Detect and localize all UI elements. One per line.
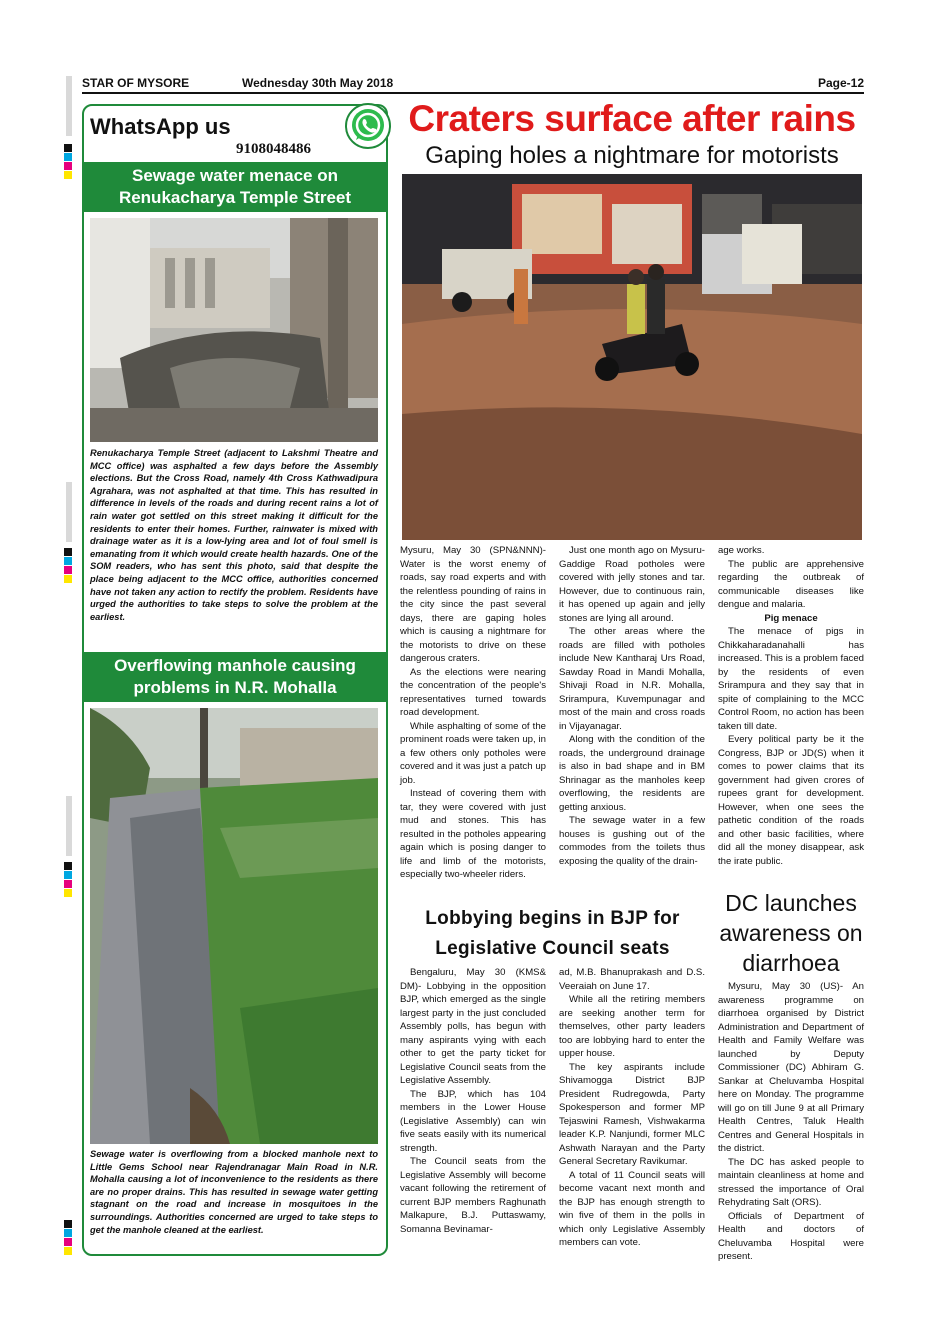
bjp-paragraph: ad, M.B. Bhanuprakash and D.S. Veeraiah on June 17. [559, 967, 705, 992]
main-column-1 [400, 544, 546, 882]
bjp-paragraph: The Council seats from the Legislative Assembly will become vacant following the retirement of current BJP members Raghunath Malkapure, B.J. Puttaswamy, Somanna Bevinamar- [400, 1156, 546, 1235]
margin-bar [66, 76, 72, 136]
main-subhead: Gaping holes a nightmare for motorists [425, 142, 839, 169]
margin-bar [66, 482, 72, 542]
main-paragraph: Instead of covering them with tar, they were covered with just mud and stones. This has resulted in the potholes appearing again which is posing danger to life and limb of the motorists, especially two-wheeler riders. [400, 788, 546, 880]
dc-paragraph: Mysuru, May 30 (US)- An awareness programme on diarrhoea organised by District Administration and Department of Health and Family Welfare was launched by Deputy Commissioner (DC) Abhiram G. Sankar at Cheluvamba Hospital here on Monday. The programme will go on till June 9 at all Primary Health Centres, Taluk Health Centres and General Hospitals in the district. [718, 981, 864, 1154]
main-paragraph: While asphalting of some of the prominent roads were taken up, in a few others only potholes were covered and it was just a patch up job. [400, 720, 546, 786]
margin-bar [66, 796, 72, 856]
dc-paragraph: Officials of Department of Health and doctors of Cheluvamba Hospital were present. [718, 1210, 864, 1262]
main-paragraph: The sewage water in a few houses is gushing out of the commodes from the toilets thus exposing the quality of the drain- [559, 815, 705, 867]
publication-name: STAR OF MYSORE [82, 76, 190, 90]
main-paragraph: As the elections were nearing the concentration of the people's representatives turned towards road development. [400, 666, 546, 718]
pig-menace-subtitle: Pig menace [764, 612, 818, 624]
main-paragraph: The other areas where the roads are filled with potholes include New Kantharaj Urs Road, Sawday Road in Mandi Mohalla, Shivaji Road in N.R. Mohalla, Srirampura, Kuvempunagar and most of the main and cross roads in Vijayanagar. [559, 626, 705, 732]
bjp-column-2 [559, 966, 705, 1250]
main-column-3 [718, 544, 864, 868]
story2-heading: Overflowing manhole causing problems in N.R. Mohalla [82, 652, 388, 702]
main-column-2 [559, 544, 705, 868]
dc-paragraph: The DC has asked people to maintain cleanliness at home and stressed the importance of Oral Rehydrating Salt (ORS). [718, 1156, 864, 1208]
whatsapp-icon [344, 102, 392, 150]
bjp-paragraph: Bengaluru, May 30 (KMS& DM)- Lobbying in the opposition BJP, which emerged as the single largest party in the just concluded Assembly polls, has begun with many aspirants vying with each other to get the party ticket for Legislative Council seats from the Legislative Assembly. [400, 967, 546, 1086]
main-paragraph: Along with the condition of the roads, the underground drainage is also in bad shape and in BM Shrinagar as the manholes keep overflowing, the residents are getting anxious. [559, 734, 705, 813]
whatsapp-number: 9108048486 [236, 141, 311, 157]
dc-column [718, 980, 864, 1264]
manhole-overflow-photo [90, 708, 378, 1144]
page-number: Page-12 [817, 76, 864, 90]
bjp-headline: Lobbying begins in BJP for Legislative Council seats [425, 908, 680, 959]
story1-caption: Renukacharya Temple Street (adjacent to Lakshmi Theatre and MCC office) was asphalted a few days before the Assembly elections. But the Cross Road, namely 4th Cross Kathwadipura Agrahara, was not asphalted at that time. This has resulted in difference in levels of the roads and during recent rains a lot of rain water got settled on this street making it difficult for the residents to enter their homes. Further, rainwater is mixed with drainage water as it is a low-lying area and lot of foul smell is emanating from it which would create health hazards. One of the SOM readers, who has sent this photo, said that despite the place being adjacent to the MCC office, authorities concerned have not taken any action to rectify the problem. Residents have urged the authorities to take steps to solve the problem at the earliest. [90, 448, 378, 622]
flooded-road-photo [402, 174, 862, 540]
main-paragraph: The public are apprehensive regarding the outbreak of communicable diseases like dengue and malaria. [718, 558, 864, 610]
dc-headline: DC launches awareness on diarrhoea [719, 890, 863, 976]
bjp-paragraph: The BJP, which has 104 members in the Lower House (Legislative Assembly) can win five seats easily with its numerical strength. [400, 1088, 546, 1154]
main-headline: Craters surface after rains [408, 98, 856, 139]
main-paragraph: Just one month ago on Mysuru-Gaddige Road potholes were covered with jelly stones and tar. However, due to continuous rain, it has opened up again and jelly stones are lying all around. [559, 545, 705, 624]
whatsapp-title: WhatsApp us [90, 114, 231, 139]
masthead-rule [82, 92, 864, 94]
bjp-paragraph: While all the retiring members are seeking another term for themselves, other party leaders too are lobbying hard to enter the upper house. [559, 994, 705, 1059]
story1-heading: Sewage water menace on Renukacharya Temple Street [82, 162, 388, 212]
sewage-street-photo [90, 218, 378, 442]
bjp-paragraph: A total of 11 Council seats will become vacant next month and the BJP has enough strength to win five of them in the polls in which only Legislative Assembly members can vote. [559, 1169, 705, 1248]
bjp-column-1 [400, 966, 546, 1236]
registration-marks [64, 862, 74, 898]
registration-marks [64, 144, 74, 180]
main-paragraph: Every political party be it the Congress, BJP or JD(S) when it comes to power claims that its government had given crores of rupees grant for development. However, when one sees the pathetic condition of the roads and other basic facilities, where did all the money disappear, ask the irate public. [718, 734, 864, 867]
main-paragraph: Mysuru, May 30 (SPN&NNN)- Water is the worst enemy of roads, say road experts and with the relentless pounding of rains in the city since the past several days, there are gaping holes which is causing a nightmare for the motorists to drive on these dangerous craters. [400, 545, 546, 664]
registration-marks [64, 1220, 74, 1256]
issue-date: Wednesday 30th May 2018 [242, 76, 394, 90]
bjp-paragraph: The key aspirants include Shivamogga District BJP President Rudregowda, Party Spokesperson and former MP Tejaswini Ramesh, Vishwakarma leader K.P. Nanjundi, former MLC Ashwath Narayan and the Party General Secretary Ravikumar. [559, 1061, 705, 1167]
registration-marks [64, 548, 74, 584]
main-paragraph: age works. [718, 545, 765, 556]
story2-caption: Sewage water is overflowing from a blocked manhole next to Little Gems School near Rajendranagar Main Road in N.R. Mohalla causing a lot of inconvenience to the residents as there are no proper drains. This has resulted in sewage water getting stagnant on the road and increase in mosquitoes in the surroundings. Authorities concerned are urged to take steps to get the manhole cleaned at the earliest. [90, 1149, 378, 1235]
main-paragraph: The menace of pigs in Chikkaharadanahalli has increased. This is a problem faced by the residents of even Srirampura and they say that in spite of complaining to the MCC Control Room, no action has been taken till date. [718, 626, 864, 732]
